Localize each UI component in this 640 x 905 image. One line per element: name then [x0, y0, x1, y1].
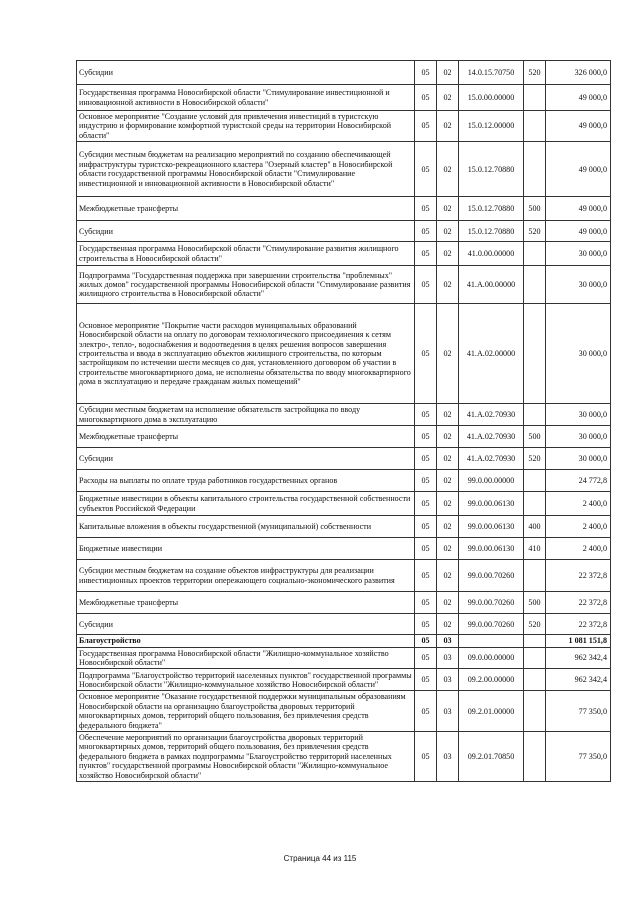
row-name-cell: Основное мероприятие "Оказание государственной поддержки муниципальным образованиям Новосибирской области на организацию благоустройства дворовых территорий многоквартирных домов, территорий общего пользования, без привлечения средств федерального бюджета": [77, 691, 415, 732]
razdel-cell: 05: [415, 647, 437, 669]
table-row: [77, 560, 611, 592]
podrazdel-cell: 03: [437, 647, 459, 669]
sum-cell: 326 000,0: [546, 61, 611, 85]
expense-type-cell: [524, 142, 546, 197]
razdel-cell: 05: [415, 669, 437, 691]
sum-cell: 77 350,0: [546, 732, 611, 782]
target-article-cell: 15.0.12.70880: [459, 221, 524, 242]
target-article-cell: 99.0.00.70260: [459, 614, 524, 635]
podrazdel-cell: 03: [437, 732, 459, 782]
row-name-cell: Субсидии местным бюджетам на создание объектов инфраструктуры для реализации инвестиционных проектов территории опережающего социально-экономического развития: [77, 560, 415, 592]
row-name-cell: Благоустройство: [77, 635, 415, 647]
target-article-cell: 41.А.02.70930: [459, 448, 524, 470]
podrazdel-cell: 02: [437, 470, 459, 492]
razdel-cell: 05: [415, 614, 437, 635]
podrazdel-cell: 02: [437, 516, 459, 538]
razdel-cell: 05: [415, 448, 437, 470]
row-name-cell: Капитальные вложения в объекты государственной (муниципальной) собственности: [77, 516, 415, 538]
expense-type-cell: [524, 470, 546, 492]
sum-cell: 2 400,0: [546, 538, 611, 560]
target-article-cell: 15.0.12.00000: [459, 111, 524, 142]
sum-cell: 22 372,8: [546, 614, 611, 635]
table-row: [77, 142, 611, 197]
row-name-cell: Подпрограмма "Благоустройство территорий населенных пунктов" государственной программы Новосибирской области "Жилищно-коммунальное хозяйство Новосибирской области": [77, 669, 415, 691]
row-name-cell: Государственная программа Новосибирской области "Стимулирование инвестиционной и инновационной активности в Новосибирской области": [77, 85, 415, 111]
razdel-cell: 05: [415, 61, 437, 85]
expense-type-cell: 500: [524, 197, 546, 221]
target-article-cell: 09.2.00.00000: [459, 669, 524, 691]
row-name-cell: Субсидии местным бюджетам на исполнение обязательств застройщика по вводу многоквартирного дома в эксплуатацию: [77, 404, 415, 426]
expense-type-cell: 520: [524, 448, 546, 470]
row-name-cell: Расходы на выплаты по оплате труда работников государственных органов: [77, 470, 415, 492]
row-name-cell: Межбюджетные трансферты: [77, 197, 415, 221]
table-row: [77, 242, 611, 266]
razdel-cell: 05: [415, 732, 437, 782]
row-name-cell: Субсидии: [77, 614, 415, 635]
sum-cell: 962 342,4: [546, 647, 611, 669]
expense-type-cell: [524, 560, 546, 592]
razdel-cell: 05: [415, 426, 437, 448]
row-name-cell: Подпрограмма "Государственная поддержка при завершении строительства "проблемных" жилых домов" государственной программы Новосибирской области "Стимулирование развития жилищного строительства в Новосибирской области": [77, 266, 415, 304]
table-row: [77, 221, 611, 242]
razdel-cell: 05: [415, 516, 437, 538]
razdel-cell: 05: [415, 691, 437, 732]
target-article-cell: 99.0.00.70260: [459, 592, 524, 614]
podrazdel-cell: 02: [437, 304, 459, 404]
razdel-cell: 05: [415, 592, 437, 614]
razdel-cell: 05: [415, 404, 437, 426]
row-name-cell: Субсидии местным бюджетам на реализацию мероприятий по созданию обеспечивающей инфраструктуры туристско-рекреационного кластера "Озерный кластер" в Новосибирской области государственной программы Новосибирской области "Стимулирование инвестиционной и инновационной активности в Новосибирской области": [77, 142, 415, 197]
budget-table-page: [76, 60, 610, 782]
razdel-cell: 05: [415, 221, 437, 242]
expense-type-cell: [524, 266, 546, 304]
podrazdel-cell: 03: [437, 669, 459, 691]
sum-cell: 30 000,0: [546, 304, 611, 404]
row-name-cell: Межбюджетные трансферты: [77, 426, 415, 448]
target-article-cell: 99.0.00.06130: [459, 492, 524, 516]
target-article-cell: 41.0.00.00000: [459, 242, 524, 266]
sum-cell: 49 000,0: [546, 221, 611, 242]
expense-type-cell: [524, 691, 546, 732]
table-row: [77, 61, 611, 85]
expense-type-cell: 400: [524, 516, 546, 538]
table-row: [77, 426, 611, 448]
razdel-cell: 05: [415, 197, 437, 221]
expense-type-cell: 520: [524, 614, 546, 635]
expense-type-cell: [524, 85, 546, 111]
sum-cell: 2 400,0: [546, 516, 611, 538]
table-row: [77, 197, 611, 221]
razdel-cell: 05: [415, 111, 437, 142]
row-name-cell: Бюджетные инвестиции: [77, 538, 415, 560]
sum-cell: 30 000,0: [546, 242, 611, 266]
expense-type-cell: [524, 647, 546, 669]
sum-cell: 2 400,0: [546, 492, 611, 516]
podrazdel-cell: 02: [437, 560, 459, 592]
expense-type-cell: [524, 304, 546, 404]
sum-cell: 1 081 151,8: [546, 635, 611, 647]
podrazdel-cell: 02: [437, 592, 459, 614]
table-row: [77, 669, 611, 691]
podrazdel-cell: 02: [437, 221, 459, 242]
sum-cell: 30 000,0: [546, 448, 611, 470]
table-row: [77, 647, 611, 669]
table-row: [77, 538, 611, 560]
row-name-cell: Государственная программа Новосибирской области "Жилищно-коммунальное хозяйство Новосибирской области": [77, 647, 415, 669]
expense-type-cell: [524, 404, 546, 426]
sum-cell: 22 372,8: [546, 560, 611, 592]
table-row: [77, 592, 611, 614]
table-row: [77, 304, 611, 404]
table-row: [77, 266, 611, 304]
expense-type-cell: 500: [524, 592, 546, 614]
podrazdel-cell: 02: [437, 197, 459, 221]
target-article-cell: 15.0.00.00000: [459, 85, 524, 111]
podrazdel-cell: 02: [437, 448, 459, 470]
table-row: [77, 732, 611, 782]
table-row: [77, 111, 611, 142]
row-name-cell: Обеспечение мероприятий по организации благоустройства дворовых территорий многоквартирных домов, территорий общего пользования, без привлечения средств федерального бюджета в рамках подпрограммы "Благоустройство территорий населенных пунктов" государственной программы Новосибирской области "Жилищно-коммунальное хозяйство Новосибирской области": [77, 732, 415, 782]
table-row: [77, 492, 611, 516]
target-article-cell: 99.0.00.06130: [459, 538, 524, 560]
row-name-cell: Государственная программа Новосибирской области "Стимулирование развития жилищного строительства в Новосибирской области": [77, 242, 415, 266]
razdel-cell: 05: [415, 85, 437, 111]
table-row: [77, 635, 611, 647]
expense-type-cell: 520: [524, 61, 546, 85]
row-name-cell: Субсидии: [77, 448, 415, 470]
sum-cell: 49 000,0: [546, 85, 611, 111]
row-name-cell: Субсидии: [77, 221, 415, 242]
expense-type-cell: [524, 669, 546, 691]
target-article-cell: 15.0.12.70880: [459, 142, 524, 197]
razdel-cell: 05: [415, 635, 437, 647]
table-row: [77, 470, 611, 492]
podrazdel-cell: 02: [437, 242, 459, 266]
sum-cell: 22 372,8: [546, 592, 611, 614]
podrazdel-cell: 02: [437, 538, 459, 560]
target-article-cell: 09.0.00.00000: [459, 647, 524, 669]
page-number: Страница 44 из 115: [283, 854, 357, 863]
row-name-cell: Межбюджетные трансферты: [77, 592, 415, 614]
expense-type-cell: [524, 111, 546, 142]
target-article-cell: 41.А.02.70930: [459, 426, 524, 448]
razdel-cell: 05: [415, 266, 437, 304]
sum-cell: 30 000,0: [546, 404, 611, 426]
expense-type-cell: [524, 242, 546, 266]
razdel-cell: 05: [415, 470, 437, 492]
razdel-cell: 05: [415, 142, 437, 197]
sum-cell: 77 350,0: [546, 691, 611, 732]
podrazdel-cell: 02: [437, 61, 459, 85]
sum-cell: 24 772,8: [546, 470, 611, 492]
podrazdel-cell: 02: [437, 85, 459, 111]
razdel-cell: 05: [415, 492, 437, 516]
razdel-cell: 05: [415, 538, 437, 560]
target-article-cell: 09.2.01.00000: [459, 691, 524, 732]
table-row: [77, 614, 611, 635]
sum-cell: 49 000,0: [546, 142, 611, 197]
podrazdel-cell: 02: [437, 266, 459, 304]
expense-type-cell: 500: [524, 426, 546, 448]
razdel-cell: 05: [415, 560, 437, 592]
podrazdel-cell: 02: [437, 426, 459, 448]
table-row: [77, 404, 611, 426]
expense-type-cell: [524, 732, 546, 782]
row-name-cell: Основное мероприятие "Покрытие части расходов муниципальных образований Новосибирской области на оплату по договорам технологического присоединения к сетям электро-, тепло-, водоснабжения и водоотведения в целях решения вопросов завершения строительства и ввода в эксплуатацию объектов жилищного строительства, по которым застройщиком по истечении шести месяцев со дня, установленного договором об участии в строительстве многоквартирного дома, не исполнены обязательства по вводу многоквартирного дома в эксплуатацию и передаче гражданам жилых помещений": [77, 304, 415, 404]
expense-type-cell: 410: [524, 538, 546, 560]
target-article-cell: 14.0.15.70750: [459, 61, 524, 85]
razdel-cell: 05: [415, 242, 437, 266]
sum-cell: 49 000,0: [546, 197, 611, 221]
target-article-cell: 09.2.01.70850: [459, 732, 524, 782]
table-row: [77, 691, 611, 732]
target-article-cell: 41.А.00.00000: [459, 266, 524, 304]
expense-type-cell: [524, 635, 546, 647]
row-name-cell: Основное мероприятие "Создание условий для привлечения инвестиций в туристскую индустрию и формирование комфортной туристской среды на территории Новосибирской области": [77, 111, 415, 142]
podrazdel-cell: 02: [437, 492, 459, 516]
row-name-cell: Субсидии: [77, 61, 415, 85]
sum-cell: 30 000,0: [546, 266, 611, 304]
target-article-cell: 41.А.02.70930: [459, 404, 524, 426]
sum-cell: 49 000,0: [546, 111, 611, 142]
expense-type-cell: [524, 492, 546, 516]
expense-type-cell: 520: [524, 221, 546, 242]
podrazdel-cell: 02: [437, 404, 459, 426]
table-row: [77, 448, 611, 470]
target-article-cell: 99.0.00.70260: [459, 560, 524, 592]
target-article-cell: [459, 635, 524, 647]
podrazdel-cell: 02: [437, 614, 459, 635]
table-row: [77, 85, 611, 111]
table-row: [77, 516, 611, 538]
podrazdel-cell: 02: [437, 142, 459, 197]
podrazdel-cell: 03: [437, 691, 459, 732]
budget-table: [76, 60, 611, 782]
row-name-cell: Бюджетные инвестиции в объекты капитального строительства государственной собственности субъектов Российской Федерации: [77, 492, 415, 516]
podrazdel-cell: 02: [437, 111, 459, 142]
target-article-cell: 15.0.12.70880: [459, 197, 524, 221]
sum-cell: 962 342,4: [546, 669, 611, 691]
razdel-cell: 05: [415, 304, 437, 404]
target-article-cell: 41.А.02.00000: [459, 304, 524, 404]
sum-cell: 30 000,0: [546, 426, 611, 448]
target-article-cell: 99.0.00.06130: [459, 516, 524, 538]
target-article-cell: 99.0.00.00000: [459, 470, 524, 492]
podrazdel-cell: 03: [437, 635, 459, 647]
